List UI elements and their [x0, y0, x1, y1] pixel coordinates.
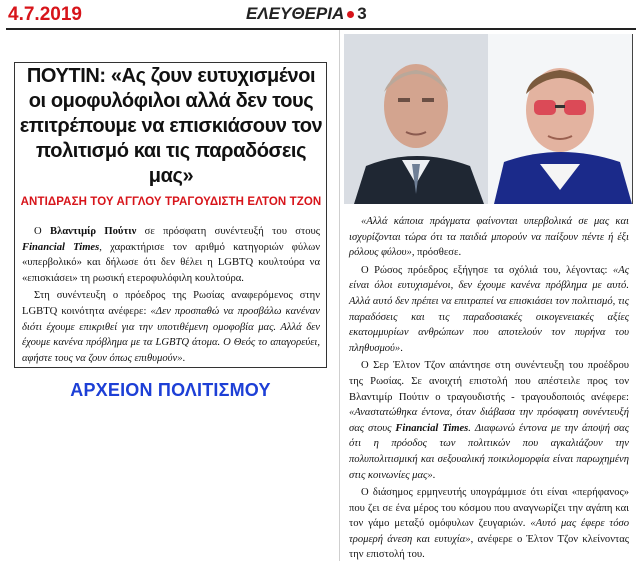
paragraph: Ο Σερ Έλτον Τζον απάντησε στη συνέντευξη του προέδρου της Ρωσίας. Σε ανοιχτή επιστολή που απέστειλε προς τον Βλαντιμίρ Πούτιν ο τραγουδιστής - τραγουδοποιός ανέφερε: «Αναστατώθηκα έντονα, όταν διάβασα την πρόσφατη συνέντευξή σας στους Financial Times. Διαφωνώ έντονα με την άποψή σας ότι η πρόοδος των πολιτικών που αγκαλιάζουν την πολυπολιτισμική και σεξουαλική ποικιλομορφία είναι παρωχημένη στις κοινωνίες μας».: [349, 360, 629, 481]
column-divider: [339, 30, 340, 561]
issue-date: 4.7.2019: [8, 4, 82, 25]
page-number: 3: [357, 4, 367, 23]
newspaper-name: ΕΛΕΥΘΕΡΙΑ: [246, 4, 345, 23]
article-photo: [344, 34, 633, 204]
headline-line: επιτρέπουμε να επισκιάσουν τον: [19, 115, 323, 137]
header-rule: [6, 28, 636, 30]
paragraph: Ο Ρώσος πρόεδρος εξήγησε τα σχόλιά του, λέγοντας: «Ας είναι όλοι ευτυχισμένοι, δεν έχουμε κανένα πρόβλημα με αυτό. Αλλά αυτό δεν πρέπει να επιτραπεί να επισκιάσει τον πολιτισμό, τις παραδόσεις και τις παραδοσιακές οικογενειακές αξίες εκατομμυρίων ανθρώπων που αποτελούν τον πυρήνα του πληθυσμού».: [349, 264, 629, 354]
article-subheadline: ΑΝΤΙΔΡΑΣΗ ΤΟΥ ΑΓΓΛΟΥ ΤΡΑΓΟΥΔΙΣΤΗ ΕΛΤΟΝ ΤΖΟΝ: [20, 196, 322, 208]
masthead-dot-icon: [347, 11, 354, 18]
paragraph: Ο διάσημος ερμηνευτής υπογράμμισε ότι είναι «περήφανος» που ζει σε ένα μέρος του κόσμου που αναγνωρίζει την αγάπη και τον γάμο μεταξύ ομόφυλων ζευγαριών. «Αυτό μας έφερε τόσο τρομερή άνεση και ευτυχία», ανέφερε ο Έλτον Τζον κλείνοντας την επιστολή του.: [349, 487, 630, 561]
paragraph: Ο Βλαντιμίρ Πούτιν σε πρόσφατη συνέντευξή του στους Financial Times, χαρακτήρισε τον αριθμό κατηγοριών φύλων «υπερβολικό» και δήλωσε ότι δεν θέλει η LGBTQ κουλτούρα να «επισκιάσει» τη ρωσική ετεροφυλόφιλη κουλτούρα.: [22, 226, 320, 284]
paragraph: «Αλλά κάποια πράγματα φαίνονται υπερβολικά σε μας και ισχυρίζονται τώρα ότι τα παιδιά μπορούν να παίξουν πέντε ή έξι ρόλους φύλου», πρόσθεσε.: [349, 216, 629, 259]
archive-label: ΑΡΧΕΙΟΝ ΠΟΛΙΤΙΣΜΟΥ: [70, 380, 271, 400]
newspaper-masthead: [246, 4, 367, 24]
headline-line: πολιτισμό και τις παραδόσεις μας»: [35, 140, 307, 187]
headline-line: οι ομοφυλόφιλοι αλλά δεν τους: [28, 90, 314, 112]
paragraph: Στη συνέντευξη ο πρόεδρος της Ρωσίας αναφερόμενος στην LGBTQ κοινότητα ανέφερε: «Δεν προσπαθώ να προσβάλω κανέναν διότι έχουμε επικριθεί για την υποτιθέμενη ομοφοβία μας. Αλλά δεν έχουμε κανένα πρόβλημα με τα LGBTQ άτομα. Ο Θεός το απαγορεύει, αφήστε τους να ζουν όπως επιθυμούν».: [22, 290, 320, 364]
putin-elton-photo: [344, 34, 632, 204]
headline-line: ΠΟΥΤΙΝ: «Ας ζουν ευτυχισμένοι: [26, 65, 316, 87]
left-article-column: [22, 224, 320, 368]
article-headline: [18, 64, 324, 189]
right-article-column: [349, 214, 629, 565]
